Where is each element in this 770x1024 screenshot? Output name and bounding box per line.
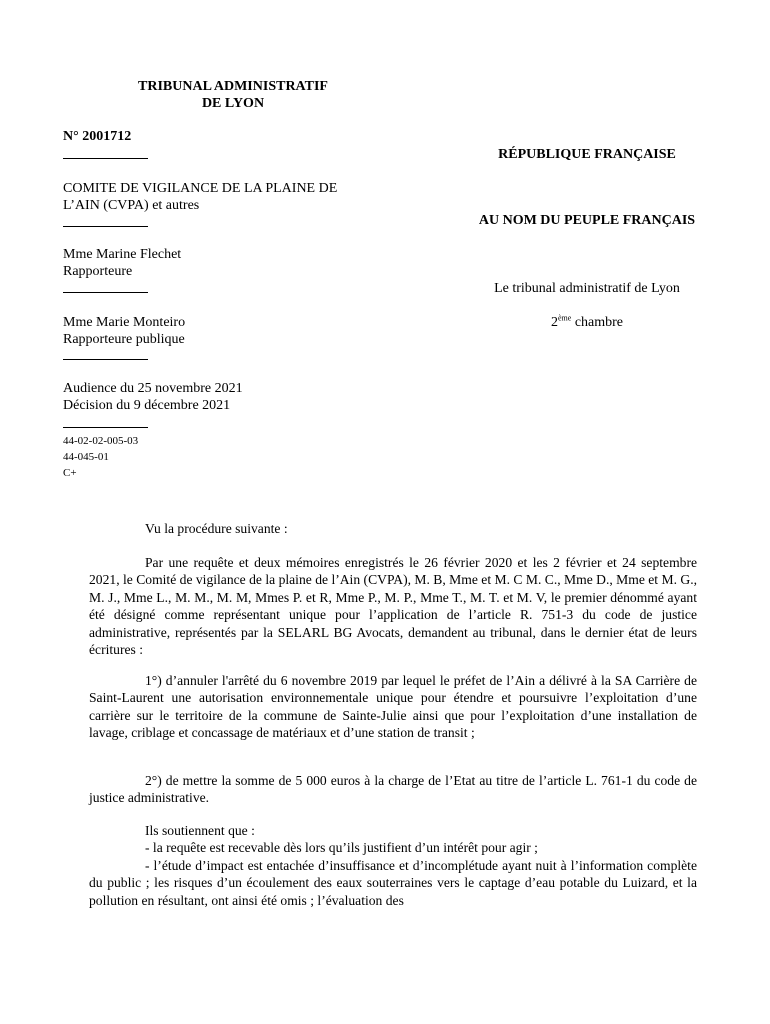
point1-text: 1°) d’annuler l'arrêté du 6 novembre 2019 par lequel le préfet de l’Ain a délivré à la SA Carrière de Saint-Laurent une autorisation environnementale unique pour étendre et poursuivre l’exploitation d’une carrière sur le territoire de la commune de Sainte-Julie ainsi que pour l’exploitation d’une installation de lavage, criblage et concassage de matériaux et d’une station de transit ;: [89, 673, 697, 741]
rapporteur-role: Rapporteure: [63, 264, 133, 279]
divider: [63, 226, 148, 227]
intro-paragraph: Vu la procédure suivante :: [145, 521, 288, 536]
public-rapporteur-role: Rapporteure publique: [63, 332, 185, 347]
parties-line2: L’AIN (CVPA) et autres: [63, 198, 200, 213]
request-paragraph: [89, 554, 697, 658]
procedure-intro: [89, 520, 697, 537]
court-name: [128, 78, 338, 112]
arguments-intro: Ils soutiennent que :: [145, 823, 255, 838]
public-rapporteur: [63, 314, 185, 348]
case-number: N° 2001712: [63, 129, 132, 144]
argument-item: - la requête est recevable dès lors qu’ils justifient d’un intérêt pour agir ;: [145, 840, 538, 856]
chamber-line: [447, 314, 727, 331]
chamber-word: chambre: [571, 315, 624, 330]
court-name-line2: DE LYON: [201, 96, 265, 111]
divider: [63, 158, 148, 159]
court-name-line1: TRIBUNAL ADMINISTRATIF: [138, 79, 328, 94]
classification-code: C+: [63, 467, 77, 479]
point2-text: 2°) de mettre la somme de 5 000 euros à la charge de l’Etat au titre de l’article L. 761-1 du code de justice administrative.: [89, 773, 697, 806]
people-heading: AU NOM DU PEUPLE FRANÇAIS: [478, 213, 696, 228]
parties-line1: COMITE DE VIGILANCE DE LA PLAINE DE: [63, 181, 338, 196]
classification-codes: [63, 433, 138, 481]
dates: [63, 380, 243, 414]
rapporteur: [63, 246, 181, 280]
decision-date: Décision du 9 décembre 2021: [63, 398, 231, 413]
chamber-number: 2: [550, 315, 558, 330]
public-rapporteur-name: Mme Marie Monteiro: [63, 315, 186, 330]
arguments: [89, 822, 697, 909]
republic-heading: RÉPUBLIQUE FRANÇAISE: [498, 147, 676, 162]
classification-code: 44-02-02-005-03: [63, 435, 139, 447]
classification-code: 44-045-01: [63, 451, 109, 463]
rapporteur-name: Mme Marine Flechet: [63, 247, 182, 262]
chamber-superscript: ème: [557, 313, 572, 323]
hearing-date: Audience du 25 novembre 2021: [63, 381, 243, 396]
point1-paragraph: [89, 672, 697, 742]
divider: [63, 292, 148, 293]
argument-item: - l’étude d’impact est entachée d’insuffisance et d’incomplétude ayant nuit à l’information complète du public ; les risques d’un écoulement des eaux souterraines vers le captage d’eau potable du Luizard, et la pollution en résultant, ont ainsi été omis ; l’évaluation des: [89, 857, 697, 908]
parties: [63, 180, 337, 214]
request-text: Par une requête et deux mémoires enregistrés le 26 février 2020 et les 2 février et 24 septembre 2021, le Comité de vigilance de la plaine de l’Ain (CVPA), M. B, Mme et M. C M. C., Mme D., Mme et M. G., M. J., Mme L., M. M., M. M, Mmes P. et R, Mme P., M. P., Mme T., M. T. et M. V, le premier dénommé ayant été désigné comme représentant unique pour l’application de l’article R. 751-3 du code de justice administrative, représentés par la SELARL BG Avocats, demandent au tribunal, dans le dernier état de leurs écritures :: [89, 555, 697, 658]
tribunal-line: Le tribunal administratif de Lyon: [494, 281, 680, 296]
divider: [63, 427, 148, 428]
point2-paragraph: [89, 772, 697, 807]
divider: [63, 359, 148, 360]
